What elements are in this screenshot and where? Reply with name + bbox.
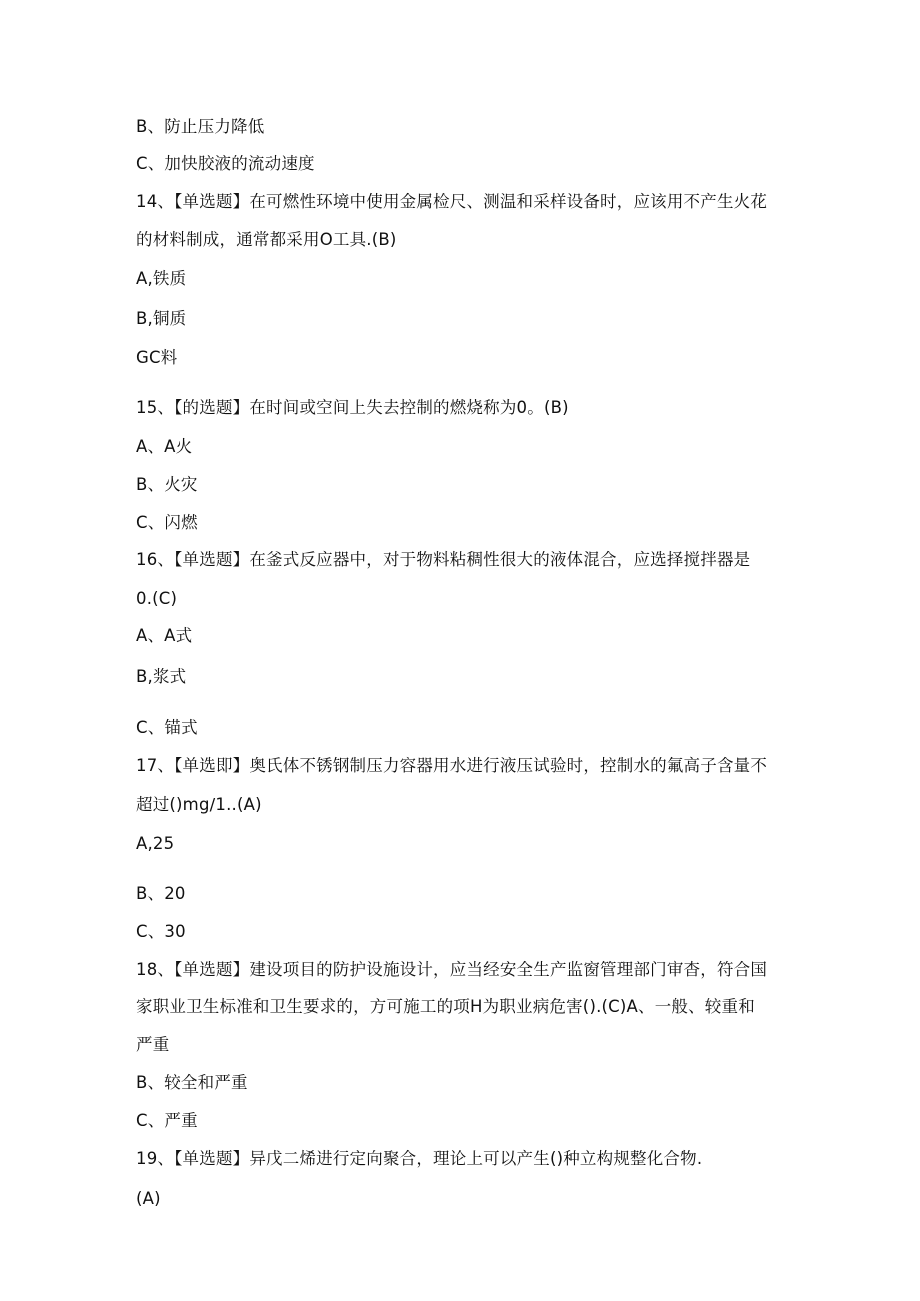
option-17a: A,25 xyxy=(136,834,175,853)
question-18-line-2: 家职业卫生标准和卫生要求的，方可施工的项H为职业病危害().(C)A、一般、较重和 xyxy=(136,997,755,1016)
option-18c: C、严重 xyxy=(136,1111,198,1130)
option-13c: C、加快胶液的流动速度 xyxy=(136,154,315,173)
question-18-line-3: 严重 xyxy=(136,1035,170,1054)
question-17-line-1: 17、【单选即】奥氏体不锈钢制压力容器用水进行液压试验时，控制水的氟高子含量不 xyxy=(136,756,768,775)
option-16c: C、锚式 xyxy=(136,718,198,737)
option-17c: C、30 xyxy=(136,922,186,941)
option-18b: B、较全和严重 xyxy=(136,1073,248,1092)
question-18-line-1: 18、【单选题】建设项目的防护设施设计，应当经安全生产监窗管理部门审杳，符合国 xyxy=(136,960,768,979)
option-15a: A、A火 xyxy=(136,437,193,456)
question-19-line-1: 19、【单选题】异戊二烯进行定向聚合，理论上可以产生()种立构规整化合物. xyxy=(136,1149,703,1168)
question-14-line-1: 14、【单选题】在可燃性环境中使用金属检尺、测温和采样设备时，应该用不产生火花 xyxy=(136,192,768,211)
question-16-line-1: 16、【单选题】在釜式反应器中，对于物料粘稠性很大的液体混合，应选择搅拌器是 xyxy=(136,550,751,569)
option-15c: C、闪燃 xyxy=(136,513,198,532)
option-16b: B,浆式 xyxy=(136,667,187,686)
option-17b: B、20 xyxy=(136,884,186,903)
question-17-line-2: 超过()mg∕1..(A) xyxy=(136,795,262,814)
option-14b: B,铜质 xyxy=(136,309,187,328)
option-16a: A、A式 xyxy=(136,626,193,645)
question-15-line-1: 15、【的选题】在时间或空间上失去控制的燃烧称为0。(B) xyxy=(136,398,569,417)
question-19-line-2: (A) xyxy=(136,1189,161,1208)
option-14a: A,铁质 xyxy=(136,269,187,288)
option-14c: GC料 xyxy=(136,348,178,367)
question-16-line-2: 0.(C) xyxy=(136,589,178,608)
option-15b: B、火灾 xyxy=(136,475,198,494)
option-13b: B、防止压力降低 xyxy=(136,117,265,136)
question-14-line-2: 的材料制成，通常都采用O工具.(B) xyxy=(136,230,397,249)
